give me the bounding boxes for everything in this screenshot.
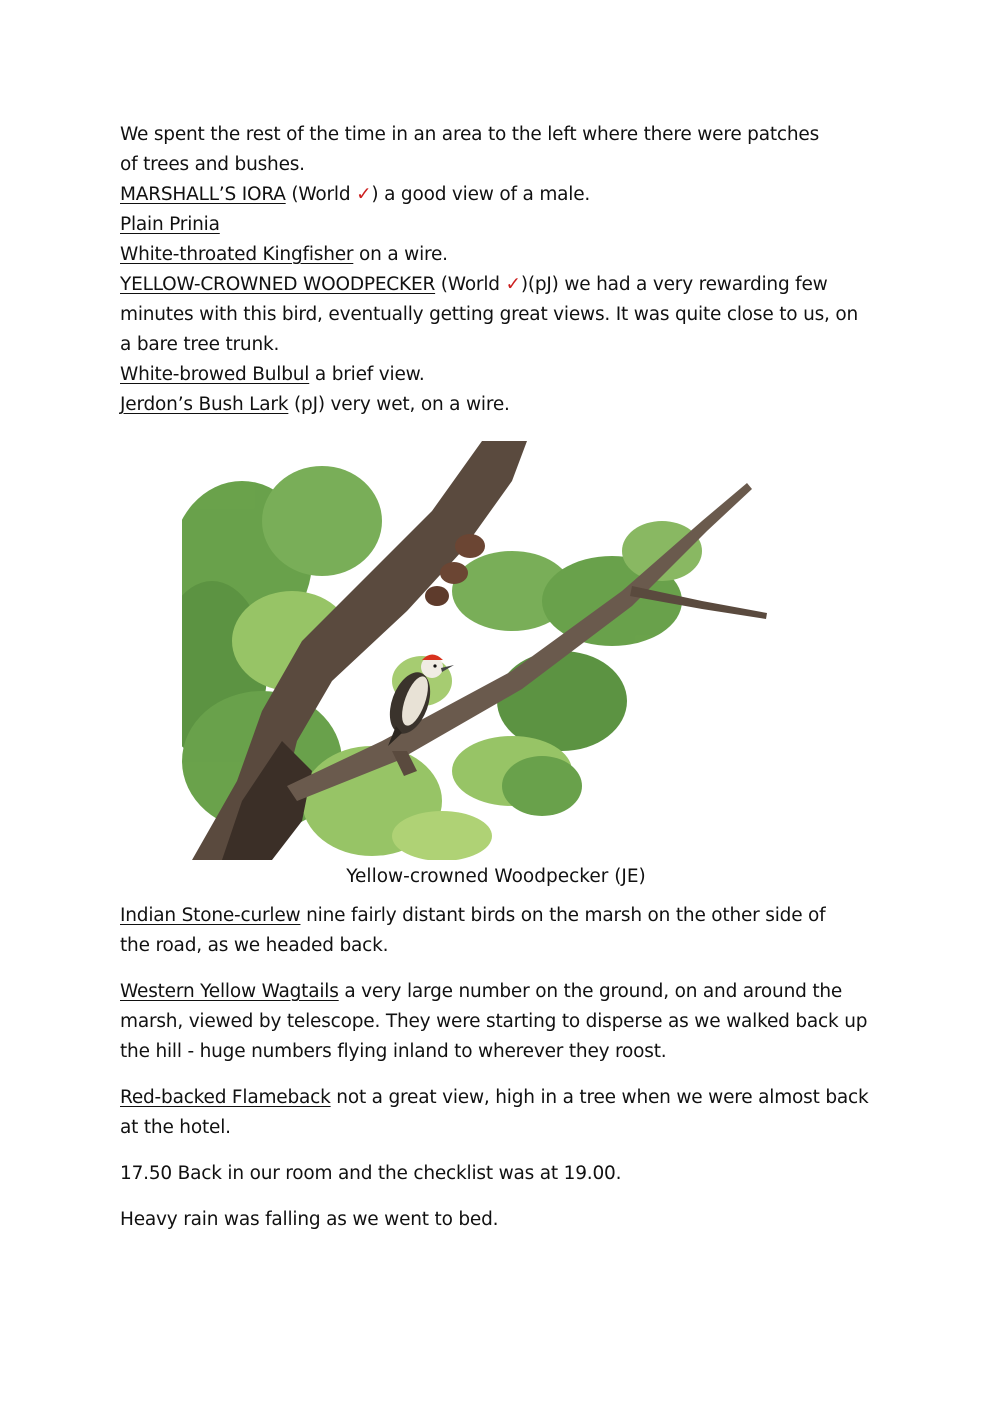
top-text-block <box>120 120 880 420</box>
species-name: Indian Stone-curlew <box>120 905 301 926</box>
sighting-bush-lark <box>120 390 880 420</box>
sighting-text: not a great view, high in a tree when we were almost back <box>330 1087 869 1108</box>
species-name: White-browed Bulbul <box>120 364 310 385</box>
para-line: the road, as we headed back. <box>120 935 389 956</box>
species-name: Red-backed Flameback <box>120 1087 331 1108</box>
sighting-bulbul <box>120 360 880 390</box>
species-name: MARSHALL’S IORA <box>120 184 286 205</box>
sighting-kingfisher <box>120 240 880 270</box>
sighting-stone-curlew <box>120 901 880 961</box>
sighting-woodpecker-cont-1: minutes with this bird, eventually getting great views. It was quite close to us, on <box>120 304 859 325</box>
sighting-text: ) a good view of a male. <box>371 184 591 205</box>
sighting-text: (pJ) very wet, on a wire. <box>288 394 510 415</box>
para-line <box>120 977 880 1007</box>
species-name: Jerdon’s Bush Lark <box>120 394 289 415</box>
species-name: Plain Prinia <box>120 214 220 235</box>
sighting-text: on a wire. <box>353 244 448 265</box>
sighting-text: nine fairly distant birds on the marsh on the other side of <box>300 905 826 926</box>
sighting-plain-prinia <box>120 210 880 240</box>
species-name: Western Yellow Wagtails <box>120 981 339 1002</box>
woodpecker-photo <box>182 441 812 860</box>
closing-line-2: Heavy rain was falling as we went to bed. <box>120 1209 499 1230</box>
sighting-flameback <box>120 1083 880 1143</box>
para-line: at the hotel. <box>120 1117 231 1138</box>
sighting-text: a brief view. <box>309 364 425 385</box>
para-line: the hill - huge numbers flying inland to wherever they roost. <box>120 1041 667 1062</box>
sighting-text: a very large number on the ground, on and around the <box>338 981 843 1002</box>
para-line: marsh, viewed by telescope. They were starting to disperse as we walked back up <box>120 1011 868 1032</box>
species-name: White-throated Kingfisher <box>120 244 354 265</box>
sighting-woodpecker <box>120 270 880 300</box>
checkmark-icon: ✓ <box>505 274 521 295</box>
sighting-wagtails <box>120 977 880 1067</box>
para-line <box>120 901 880 931</box>
para-line <box>120 1083 880 1113</box>
checkmark-icon: ✓ <box>356 184 372 205</box>
sighting-woodpecker-cont-2: a bare tree trunk. <box>120 334 280 355</box>
intro-line-1: We spent the rest of the time in an area to the left where there were patches <box>120 124 820 145</box>
photo-caption: Yellow-crowned Woodpecker (JE) <box>346 866 646 887</box>
closing-line-1: 17.50 Back in our room and the checklist was at 19.00. <box>120 1163 622 1184</box>
sighting-text: )(pJ) we had a very rewarding few <box>520 274 828 295</box>
sighting-text: (World <box>285 184 357 205</box>
species-name: YELLOW-CROWNED WOODPECKER <box>120 274 436 295</box>
sighting-marshalls-iora <box>120 180 880 210</box>
bottom-text-block <box>120 901 880 1251</box>
intro-line-2: of trees and bushes. <box>120 154 305 175</box>
sighting-text: (World <box>435 274 506 295</box>
